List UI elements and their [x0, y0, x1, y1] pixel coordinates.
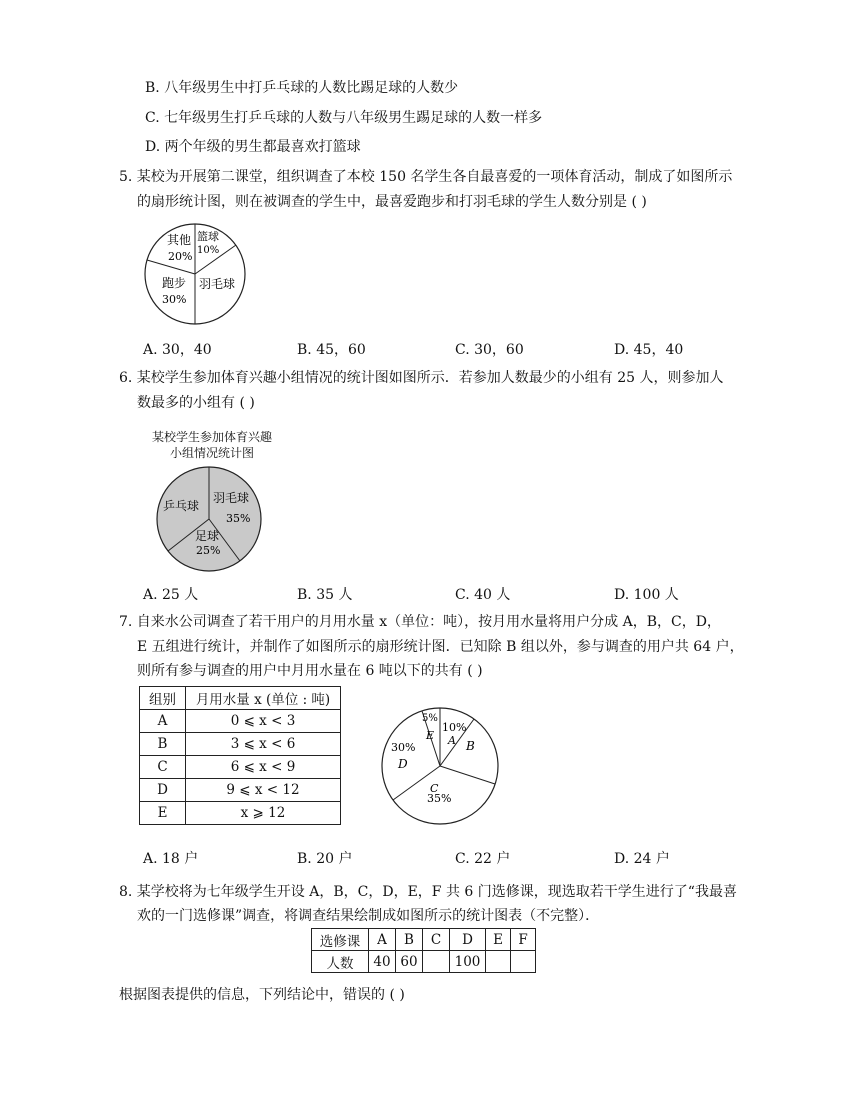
q7-cell-range: 6 ⩽ x < 9 — [186, 756, 341, 779]
q5-pie-chart — [140, 222, 252, 328]
table-row — [140, 710, 341, 733]
q7-cell-group: D — [140, 779, 186, 802]
q6-label-badminton-pct: 35% — [226, 512, 251, 525]
q7-label-a: A — [448, 734, 456, 747]
q8-cell-f — [511, 951, 536, 973]
q7-table — [139, 686, 341, 825]
q7-cell-range: x ⩾ 12 — [186, 802, 341, 825]
q6-stem-line2: 数最多的小组有 ( ) — [137, 395, 255, 411]
q7-cell-range: 9 ⩽ x < 12 — [186, 779, 341, 802]
q5-label-other: 其他 — [167, 233, 192, 247]
q5-label-badminton: 羽毛球 — [199, 277, 236, 291]
q7-label-b: B — [466, 739, 475, 753]
q8-header-course: 选修课 — [312, 929, 369, 951]
q8-table-header — [312, 929, 536, 951]
q6-chart-title — [148, 429, 276, 461]
q5-label-run: 跑步 — [162, 276, 187, 290]
q7-label-c: C — [430, 782, 439, 795]
q6-label-badminton: 羽毛球 — [213, 491, 250, 505]
q5-stem-line2: 的扇形统计图，则在被调查的学生中，最喜爱跑步和打羽毛球的学生人数分别是 ( ) — [137, 194, 647, 210]
q7-table-header — [140, 687, 341, 710]
q7-pie-chart — [376, 706, 508, 828]
q4-option-c: C. 七年级男生打乒乓球的人数与八年级男生踢足球的人数一样多 — [145, 110, 543, 126]
q7-cell-range: 0 ⩽ x < 3 — [186, 710, 341, 733]
q8-cell-b: 60 — [396, 951, 423, 973]
q8-cell-c — [423, 951, 450, 973]
q7-cell-group: C — [140, 756, 186, 779]
q7-header-water: 月用水量 x (单位 : 吨) — [186, 687, 341, 710]
q8-header-b: B — [396, 929, 423, 951]
q7-label-a-pct: 10% — [442, 721, 467, 734]
q7-option-c: C. 22 户 — [455, 851, 511, 867]
table-row — [312, 951, 536, 973]
q6-label-pingpong: 乒乓球 — [163, 499, 200, 513]
q5-option-d: D. 45，40 — [614, 342, 684, 358]
q6-pie-chart — [154, 464, 264, 574]
q8-header-c: C — [423, 929, 450, 951]
q7-label-c-pct: 35% — [427, 792, 452, 805]
q7-label-e-pct: 5% — [422, 713, 438, 724]
table-row — [140, 756, 341, 779]
q5-label-basketball-pct: 10% — [197, 245, 220, 256]
q6-chart-title-line2: 小组情况统计图 — [169, 446, 254, 460]
q5-label-run-pct: 30% — [162, 293, 187, 306]
q8-table — [311, 928, 536, 973]
q4-option-d: D. 两个年级的男生都最喜欢打篮球 — [145, 139, 361, 155]
q7-stem-line2: E 五组进行统计，并制作了如图所示的扇形统计图．已知除 B 组以外，参与调查的用户共 64 户， — [137, 639, 744, 655]
q6-chart-title-line1: 某校学生参加体育兴趣 — [151, 430, 272, 444]
q5-option-a: A. 30，40 — [143, 342, 212, 358]
q7-label-d: D — [398, 757, 408, 771]
q8-stem-line3: 根据图表提供的信息，下列结论中，错误的 ( ) — [119, 987, 405, 1003]
q4-option-b: B. 八年级男生中打乒乓球的人数比踢足球的人数少 — [145, 80, 459, 96]
q6-option-c: C. 40 人 — [455, 587, 511, 603]
q6-option-b: B. 35 人 — [297, 587, 353, 603]
q8-stem-line1: 8. 某学校将为七年级学生开设 A，B，C，D，E，F 共 6 门选修课，现选取若干学生进行了“我最喜 — [119, 884, 737, 900]
q5-label-basketball: 篮球 — [197, 230, 219, 243]
q7-label-d-pct: 30% — [391, 741, 416, 754]
q8-header-e: E — [486, 929, 511, 951]
q8-cell-a: 40 — [369, 951, 396, 973]
q8-cell-e — [486, 951, 511, 973]
q7-option-a: A. 18 户 — [143, 851, 199, 867]
q8-stem-line2: 欢的一门选修课”调查，将调查结果绘制成如图所示的统计图表（不完整）． — [137, 908, 600, 924]
q8-header-a: A — [369, 929, 396, 951]
q7-label-e: E — [426, 729, 435, 742]
q6-option-a: A. 25 人 — [143, 587, 199, 603]
q5-stem-line1: 5. 某校为开展第二课堂，组织调查了本校 150 名学生各自最喜爱的一项体育活动，制成了如图所示 — [119, 169, 733, 185]
q7-cell-group: A — [140, 710, 186, 733]
q8-header-d: D — [450, 929, 486, 951]
q7-option-b: B. 20 户 — [297, 851, 353, 867]
q8-cell-count-label: 人数 — [312, 951, 369, 973]
q8-header-f: F — [511, 929, 536, 951]
table-row — [140, 733, 341, 756]
q7-header-group: 组别 — [140, 687, 186, 710]
q7-cell-range: 3 ⩽ x < 6 — [186, 733, 341, 756]
q7-cell-group: E — [140, 802, 186, 825]
q5-option-b: B. 45，60 — [297, 342, 366, 358]
q7-option-d: D. 24 户 — [614, 851, 670, 867]
q7-stem-line1: 7. 自来水公司调查了若干用户的月用水量 x（单位：吨），按月用水量将用户分成 A，B，C，D， — [119, 614, 721, 630]
q7-stem-line3: 则所有参与调查的用户中月用水量在 6 吨以下的共有 ( ) — [137, 663, 483, 679]
q6-label-football: 足球 — [195, 529, 220, 543]
table-row — [140, 802, 341, 825]
q5-label-other-pct: 20% — [168, 250, 193, 263]
q5-option-c: C. 30，60 — [455, 342, 524, 358]
q8-cell-d: 100 — [450, 951, 486, 973]
q6-option-d: D. 100 人 — [614, 587, 679, 603]
table-row — [140, 779, 341, 802]
q6-label-football-pct: 25% — [196, 544, 221, 557]
q6-stem-line1: 6. 某校学生参加体育兴趣小组情况的统计图如图所示．若参加人数最少的小组有 25 人，则参加人 — [119, 370, 724, 386]
q7-cell-group: B — [140, 733, 186, 756]
